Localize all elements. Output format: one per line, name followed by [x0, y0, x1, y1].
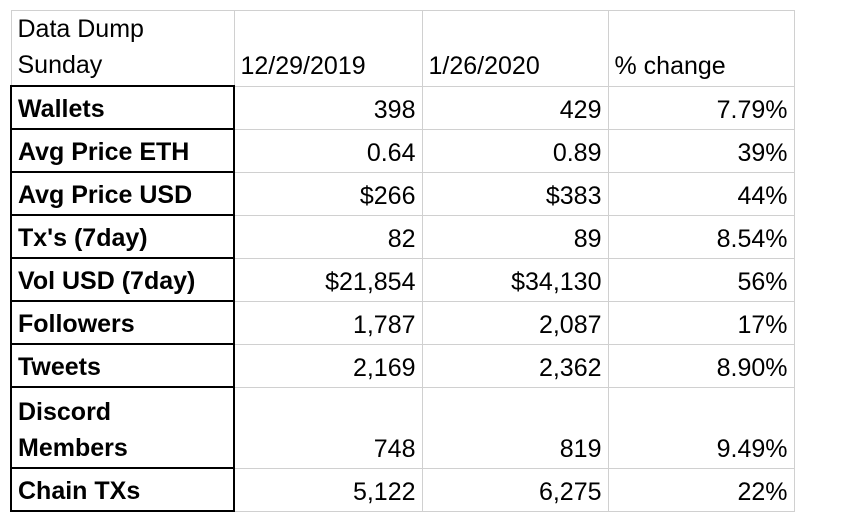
cell-header-date-2[interactable]: 1/26/2020 [422, 11, 608, 87]
cell-change[interactable]: 44% [608, 172, 794, 215]
table-row [11, 129, 794, 172]
row-label[interactable]: Followers [11, 301, 234, 344]
cell-change[interactable]: 17% [608, 301, 794, 344]
table-row [11, 468, 794, 511]
cell-header-change[interactable]: % change [608, 11, 794, 87]
cell-value-1[interactable]: 398 [234, 86, 422, 129]
row-label[interactable]: Chain TXs [11, 468, 234, 511]
cell-change[interactable]: 8.90% [608, 344, 794, 387]
cell-change[interactable]: 7.79% [608, 86, 794, 129]
cell-value-2[interactable]: 819 [422, 387, 608, 468]
cell-value-2[interactable]: $383 [422, 172, 608, 215]
cell-value-1[interactable]: $266 [234, 172, 422, 215]
cell-change[interactable]: 22% [608, 468, 794, 511]
cell-value-2[interactable]: 2,087 [422, 301, 608, 344]
cell-value-1[interactable]: $21,854 [234, 258, 422, 301]
cell-value-1[interactable]: 2,169 [234, 344, 422, 387]
row-label[interactable]: Wallets [11, 86, 234, 129]
cell-change[interactable]: 39% [608, 129, 794, 172]
row-label[interactable]: Discord Members [11, 387, 234, 468]
cell-value-2[interactable]: 89 [422, 215, 608, 258]
cell-header-date-1[interactable]: 12/29/2019 [234, 11, 422, 87]
row-label[interactable]: Tweets [11, 344, 234, 387]
cell-title[interactable]: Data Dump Sunday [11, 11, 234, 87]
cell-value-2[interactable]: $34,130 [422, 258, 608, 301]
cell-value-1[interactable]: 5,122 [234, 468, 422, 511]
cell-value-1[interactable]: 1,787 [234, 301, 422, 344]
header-row [11, 11, 794, 87]
cell-value-1[interactable]: 82 [234, 215, 422, 258]
row-label[interactable]: Avg Price ETH [11, 129, 234, 172]
cell-value-2[interactable]: 0.89 [422, 129, 608, 172]
table-row [11, 172, 794, 215]
cell-value-2[interactable]: 2,362 [422, 344, 608, 387]
table-row [11, 344, 794, 387]
row-label[interactable]: Tx's (7day) [11, 215, 234, 258]
table-row [11, 387, 794, 468]
row-label[interactable]: Vol USD (7day) [11, 258, 234, 301]
table-row [11, 301, 794, 344]
cell-value-2[interactable]: 429 [422, 86, 608, 129]
table-row [11, 86, 794, 129]
cell-value-2[interactable]: 6,275 [422, 468, 608, 511]
cell-change[interactable]: 56% [608, 258, 794, 301]
row-label[interactable]: Avg Price USD [11, 172, 234, 215]
cell-value-1[interactable]: 0.64 [234, 129, 422, 172]
cell-value-1[interactable]: 748 [234, 387, 422, 468]
cell-change[interactable]: 8.54% [608, 215, 794, 258]
table-row [11, 258, 794, 301]
spreadsheet-table [10, 10, 795, 512]
table-row [11, 215, 794, 258]
cell-change[interactable]: 9.49% [608, 387, 794, 468]
